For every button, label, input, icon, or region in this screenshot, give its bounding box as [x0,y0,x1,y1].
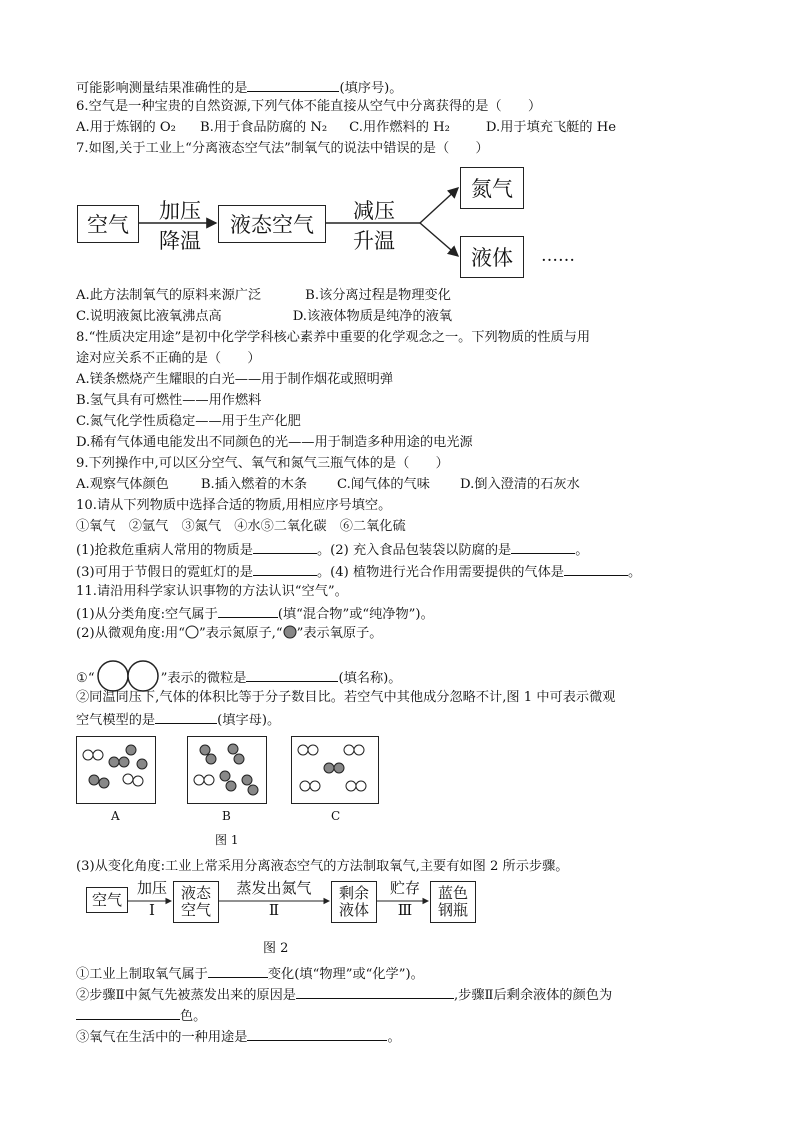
panel-b [187,736,267,804]
question-7: 7.如图,关于工业上“分离液态空气法”制氧气的说法中错误的是（ ） [76,141,489,156]
q11-3-sub-2: ②步骤Ⅱ中氮气先被蒸发出来的原因是 ,步骤Ⅱ后剩余液体的颜色为 [76,985,612,1005]
question-10: 10.请从下列物质中选择合适的物质,用相应序号填空。 [76,498,392,513]
q8-option-c: C.氮气化学性质稳定——用于生产化肥 [76,414,301,429]
question-8: 8.“性质决定用途”是初中化学学科核心素养中重要的化学观念之一。下列物质的性质与用 [76,330,590,345]
question-6: 6.空气是一种宝贵的自然资源,下列气体不能直接从空气中分离获得的是（ ） [76,99,542,114]
step-1-numeral: Ⅰ [149,901,155,919]
q10-options: ①氧气 ②氩气 ③氮气 ④水⑤二氧化碳 ⑥二氧化硫 [76,519,406,534]
step-3-numeral: Ⅲ [397,901,413,919]
label-b: B [222,809,231,823]
question-line: 可能影响测量结果准确性的是 (填序号)。 [76,78,402,98]
step-3-label: 贮存 [389,879,420,897]
molecule-icon [95,660,161,692]
answer-blank [296,985,454,999]
question-9: 9.下列操作中,可以区分空气、氧气和氮气三瓶气体的是（ ） [76,456,449,471]
remaining-liquid-box: 剩余 液体 [331,881,377,923]
q11-sub-2: ②同温同压下,气体的体积比等于分子数目比。若空气中其他成分忽略不计,图 1 中可表示微观 [76,690,616,705]
q11-part-3: (3)从变化角度:工业上常采用分离液态空气的方法制取氧气,主要有如图 2 所示步骤。 [76,859,569,874]
answer-blank [246,668,338,682]
question-11: 11.请沿用科学家认识事物的方法认识“空气”。 [76,584,348,599]
ellipsis: …… [541,246,575,266]
blue-cylinder-box: 蓝色 钢瓶 [430,881,476,923]
step1-bottom: 降温 [159,229,201,253]
q6-options: A.用于炼钢的 O₂ B.用于食品防腐的 N₂ C.用作燃料的 H₂ D.用于填充飞艇的 He [76,120,617,135]
liquid-air-box: 液态空气 [218,205,326,243]
label-a: A [111,809,120,823]
answer-blank [564,562,628,576]
q11-sub-2-cont: 空气模型的是 (填字母)。 [76,710,280,730]
step-1-label: 加压 [136,879,167,897]
q11-3-sub-1: ①工业上制取氧气属于 变化(填“物理”或“化学”)。 [76,964,424,984]
step-2-label: 蒸发出氮气 [236,879,312,897]
liquid-air-box: 液态 空气 [173,881,219,923]
q11-3-sub-2-cont: 色。 [76,1006,206,1026]
q11-part-1: (1)从分类角度:空气属于 (填“混合物”或“纯净物”)。 [76,604,434,624]
label-c: C [331,809,341,823]
nitrogen-atom-icon [185,625,199,639]
nitrogen-box: 氮气 [460,167,524,209]
air-box: 空气 [86,887,128,913]
q11-sub-1: ①“ ”表示的微粒是 (填名称)。 [76,660,402,692]
answer-blank [76,1006,180,1020]
step-2-numeral: Ⅱ [268,901,280,919]
q11-3-sub-3: ③氧气在生活中的一种用途是 。 [76,1027,401,1047]
flow1-arrows [0,0,794,300]
figure-2-caption: 图 2 [263,941,289,956]
answer-blank [253,540,317,554]
answer-blank [511,540,575,554]
answer-blank [208,964,268,978]
liquid-box: 液体 [460,236,524,278]
q10-line-2: (3)可用于节假日的霓虹灯的是 。(4) 植物进行光合作用需要提供的气体是 。 [76,562,641,582]
q7-options-row2: C.说明液氮比液氧沸点高 D.该液体物质是纯净的液氧 [76,309,453,324]
answer-blank [218,604,278,618]
answer-blank [253,562,317,576]
answer-blank [155,710,217,724]
figure-1-caption: 图 1 [215,833,239,847]
flow2-arrows [0,870,794,930]
air-box: 空气 [77,205,139,243]
q10-line-1: (1)抢救危重病人常用的物质是 。(2) 充入食品包装袋以防腐的是 。 [76,540,588,560]
oxygen-atom-icon [283,625,297,639]
step2-top: 减压 [353,199,395,223]
answer-blank [247,1027,387,1041]
question-8-cont: 途对应关系不正确的是（ ） [76,351,261,366]
step2-bottom: 升温 [353,229,395,253]
q8-option-a: A.镁条燃烧产生耀眼的白光——用于制作烟花或照明弹 [76,372,394,387]
panel-a [76,736,156,804]
panel-c [291,736,379,804]
q9-options: A.观察气体颜色 B.插入燃着的木条 C.闻气体的气味 D.倒入澄清的石灰水 [76,477,580,492]
q8-option-b: B.氢气具有可燃性——用作燃料 [76,393,262,408]
q11-part-2: (2)从微观角度:用“ ”表示氮原子,“ ”表示氧原子。 [76,626,383,641]
q7-options-row1: A.此方法制氧气的原料来源广泛 B.该分离过程是物理变化 [76,288,451,303]
step1-top: 加压 [159,199,201,223]
q8-option-d: D.稀有气体通电能发出不同颜色的光——用于制造多种用途的电光源 [76,435,473,450]
